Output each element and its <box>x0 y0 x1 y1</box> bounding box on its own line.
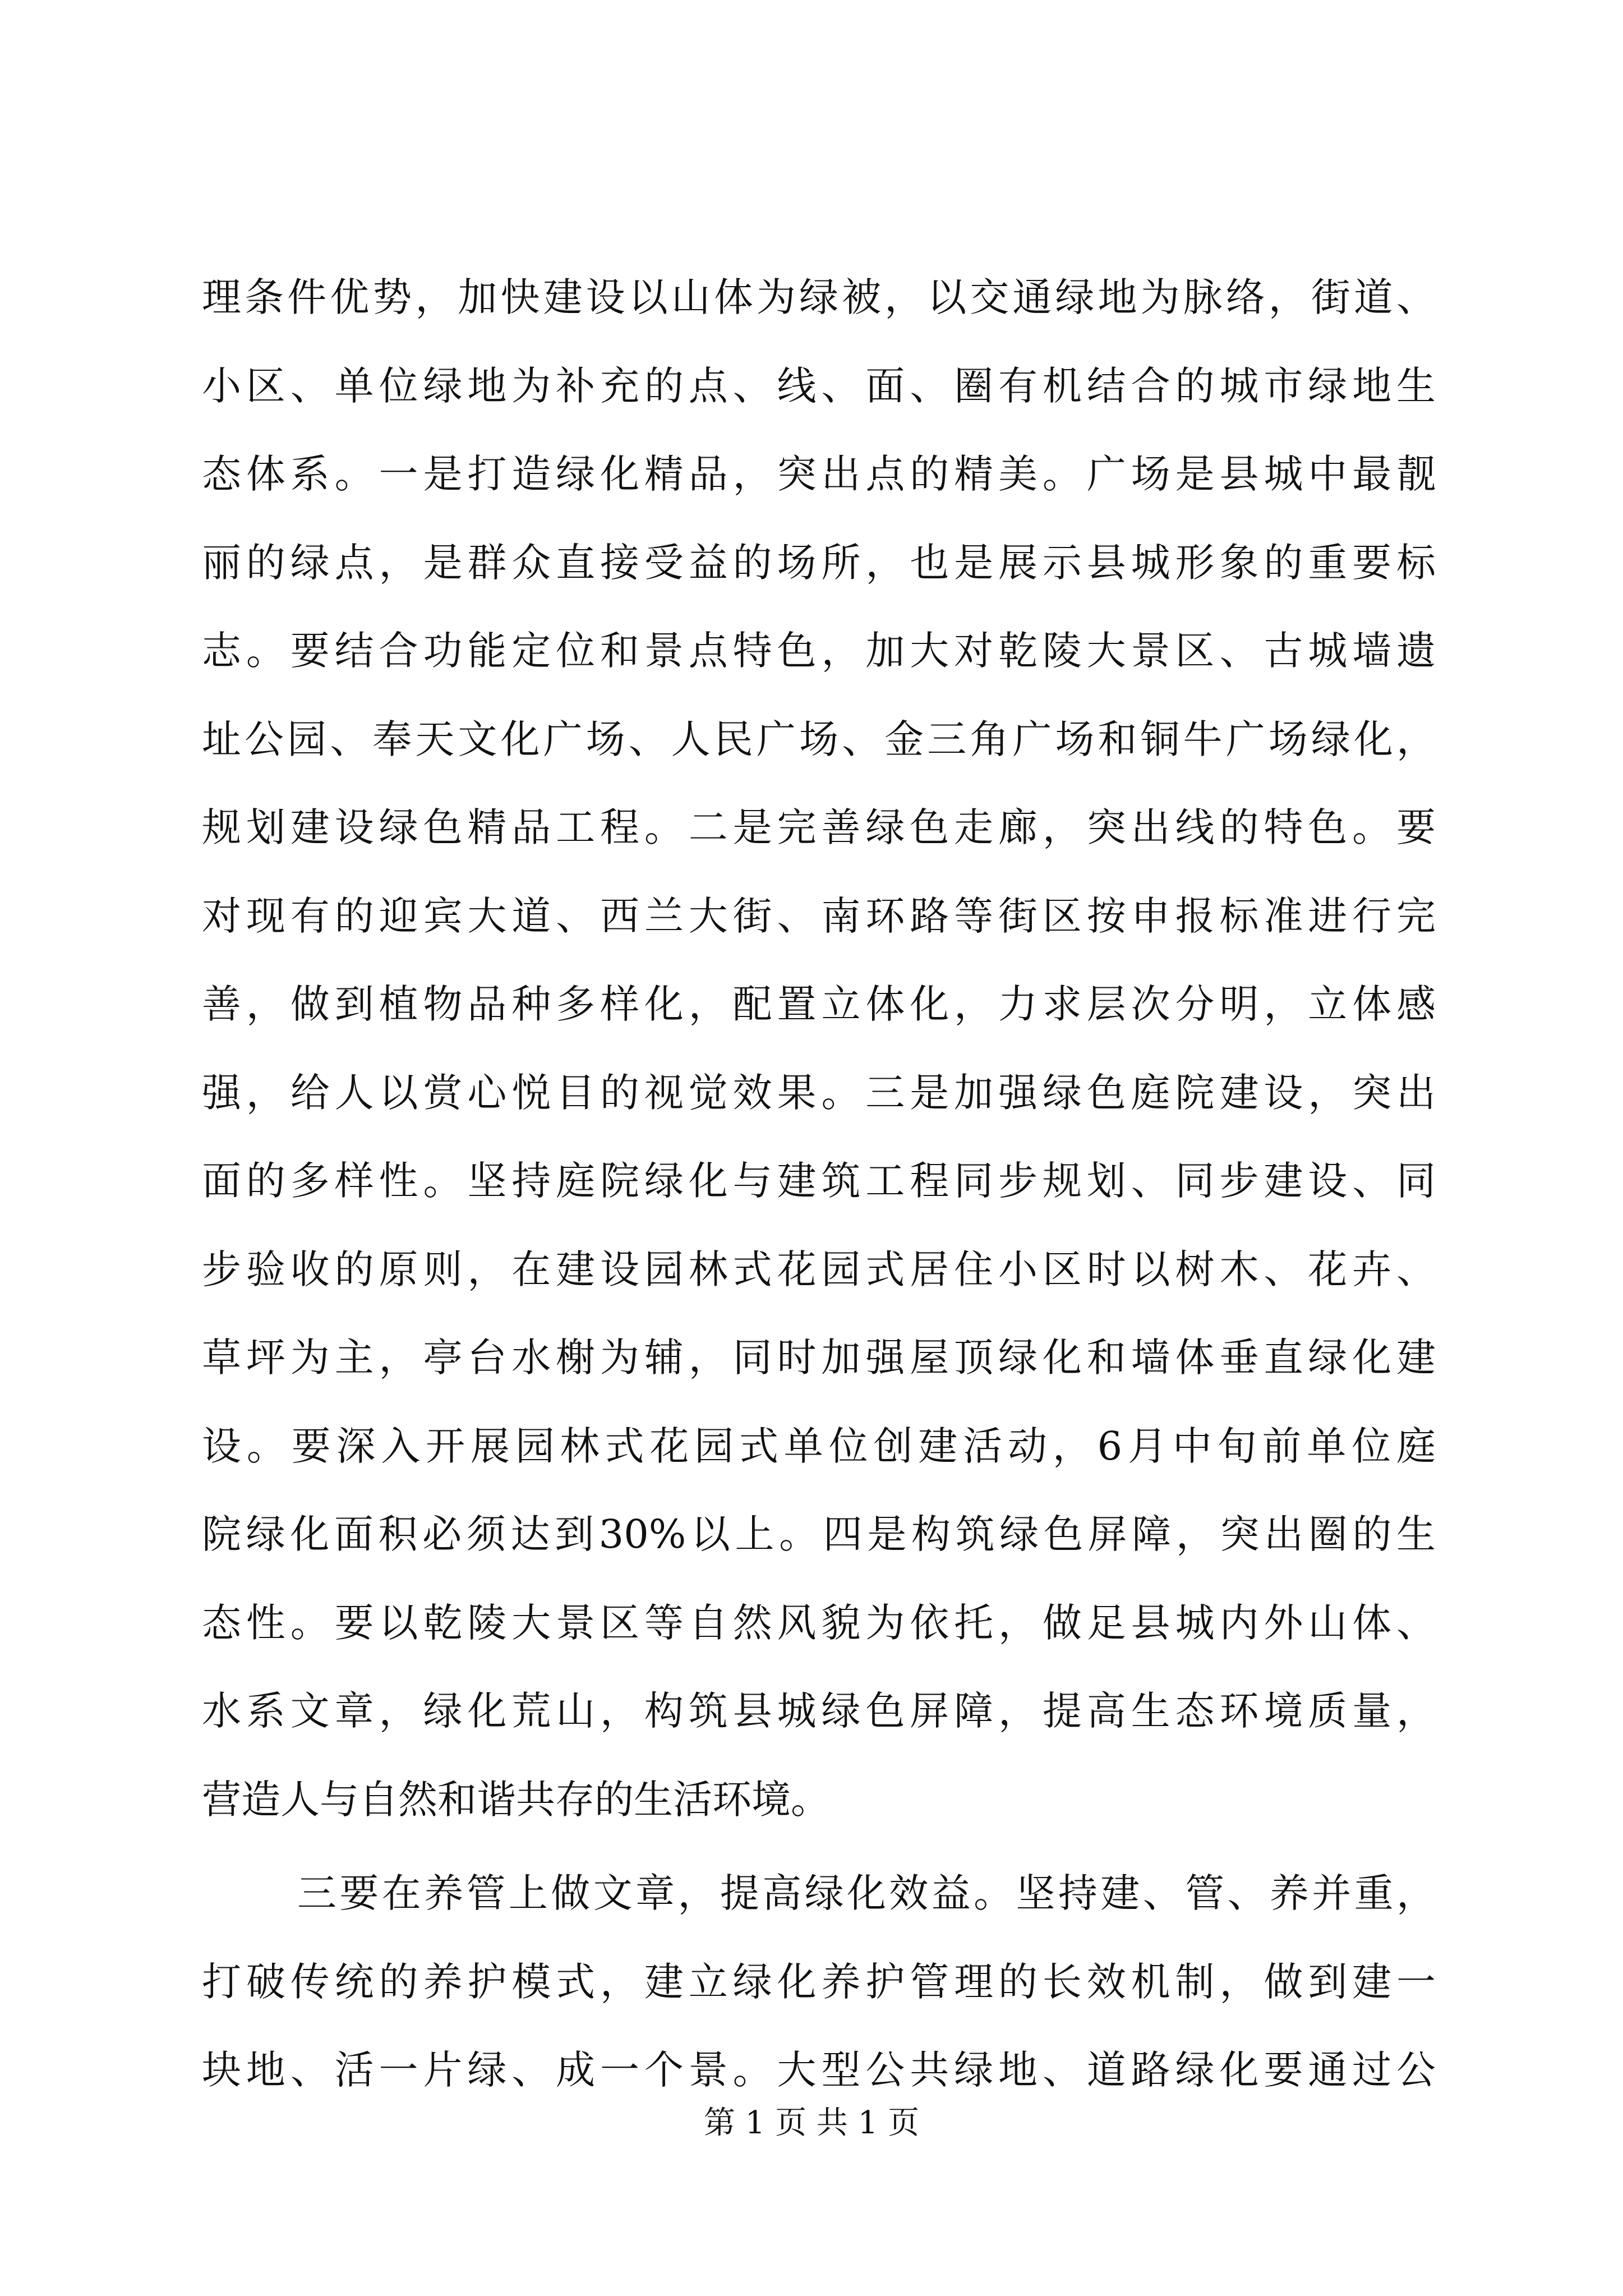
paragraph-gap <box>202 1844 1436 1849</box>
text-line: 善，做到植物品种多样化，配置立体化，力求层次分明，立体感 <box>202 981 1436 1027</box>
text-line: 对现有的迎宾大道、西兰大街、南环路等街区按申报标准进行完 <box>202 892 1436 939</box>
page-footer <box>0 2101 1623 2146</box>
text-line: 院绿化面积必须达到30%以上。四是构筑绿色屏障，突出圈的生 <box>202 1511 1436 1557</box>
text-line: 态性。要以乾陵大景区等自然风貌为依托，做足县城内外山体、 <box>202 1599 1436 1646</box>
text-line: 设。要深入开展园林式花园式单位创建活动，6月中旬前单位庭 <box>202 1423 1436 1469</box>
text-line: 草坪为主，亭台水榭为辅，同时加强屋顶绿化和墙体垂直绿化建 <box>202 1335 1436 1381</box>
text-line: 营造人与自然和谐共存的生活环境。 <box>202 1776 830 1823</box>
document-body <box>202 254 1436 2115</box>
text-line: 态体系。一是打造绿化精品，突出点的精美。广场是县城中最靓 <box>202 451 1436 497</box>
text-line: 水系文章，绿化荒山，构筑县城绿色屏障，提高生态环境质量， <box>202 1688 1436 1734</box>
text-line: 打破传统的养护模式，建立绿化养护管理的长效机制，做到建一 <box>202 1958 1436 2005</box>
text-line: 理条件优势，加快建设以山体为绿被，以交通绿地为脉络，街道、 <box>202 274 1436 320</box>
text-line: 址公园、奉天文化广场、人民广场、金三角广场和铜牛广场绿化， <box>202 716 1436 762</box>
text-line: 规划建设绿色精品工程。二是完善绿色走廊，突出线的特色。要 <box>202 804 1436 850</box>
text-line: 强，给人以赏心悦目的视觉效果。三是加强绿色庭院建设，突出 <box>202 1069 1436 1116</box>
text-line: 三要在养管上做文章，提高绿化效益。坚持建、管、养并重， <box>297 1870 1436 1916</box>
text-line: 面的多样性。坚持庭院绿化与建筑工程同步规划、同步建设、同 <box>202 1158 1436 1204</box>
text-line: 丽的绿点，是群众直接受益的场所，也是展示县城形象的重要标 <box>202 539 1436 586</box>
text-line: 志。要结合功能定位和景点特色，加大对乾陵大景区、古城墙遗 <box>202 628 1436 674</box>
text-line: 步验收的原则，在建设园林式花园式居住小区时以树木、花卉、 <box>202 1246 1436 1292</box>
page-number: 第 1 页 共 1 页 <box>703 2105 920 2141</box>
paragraph-1 <box>202 254 1436 1844</box>
text-line: 块地、活一片绿、成一个景。大型公共绿地、道路绿化要通过公 <box>202 2047 1436 2093</box>
paragraph-2 <box>202 1849 1436 2115</box>
text-line: 小区、单位绿地为补充的点、线、面、圈有机结合的城市绿地生 <box>202 362 1436 409</box>
